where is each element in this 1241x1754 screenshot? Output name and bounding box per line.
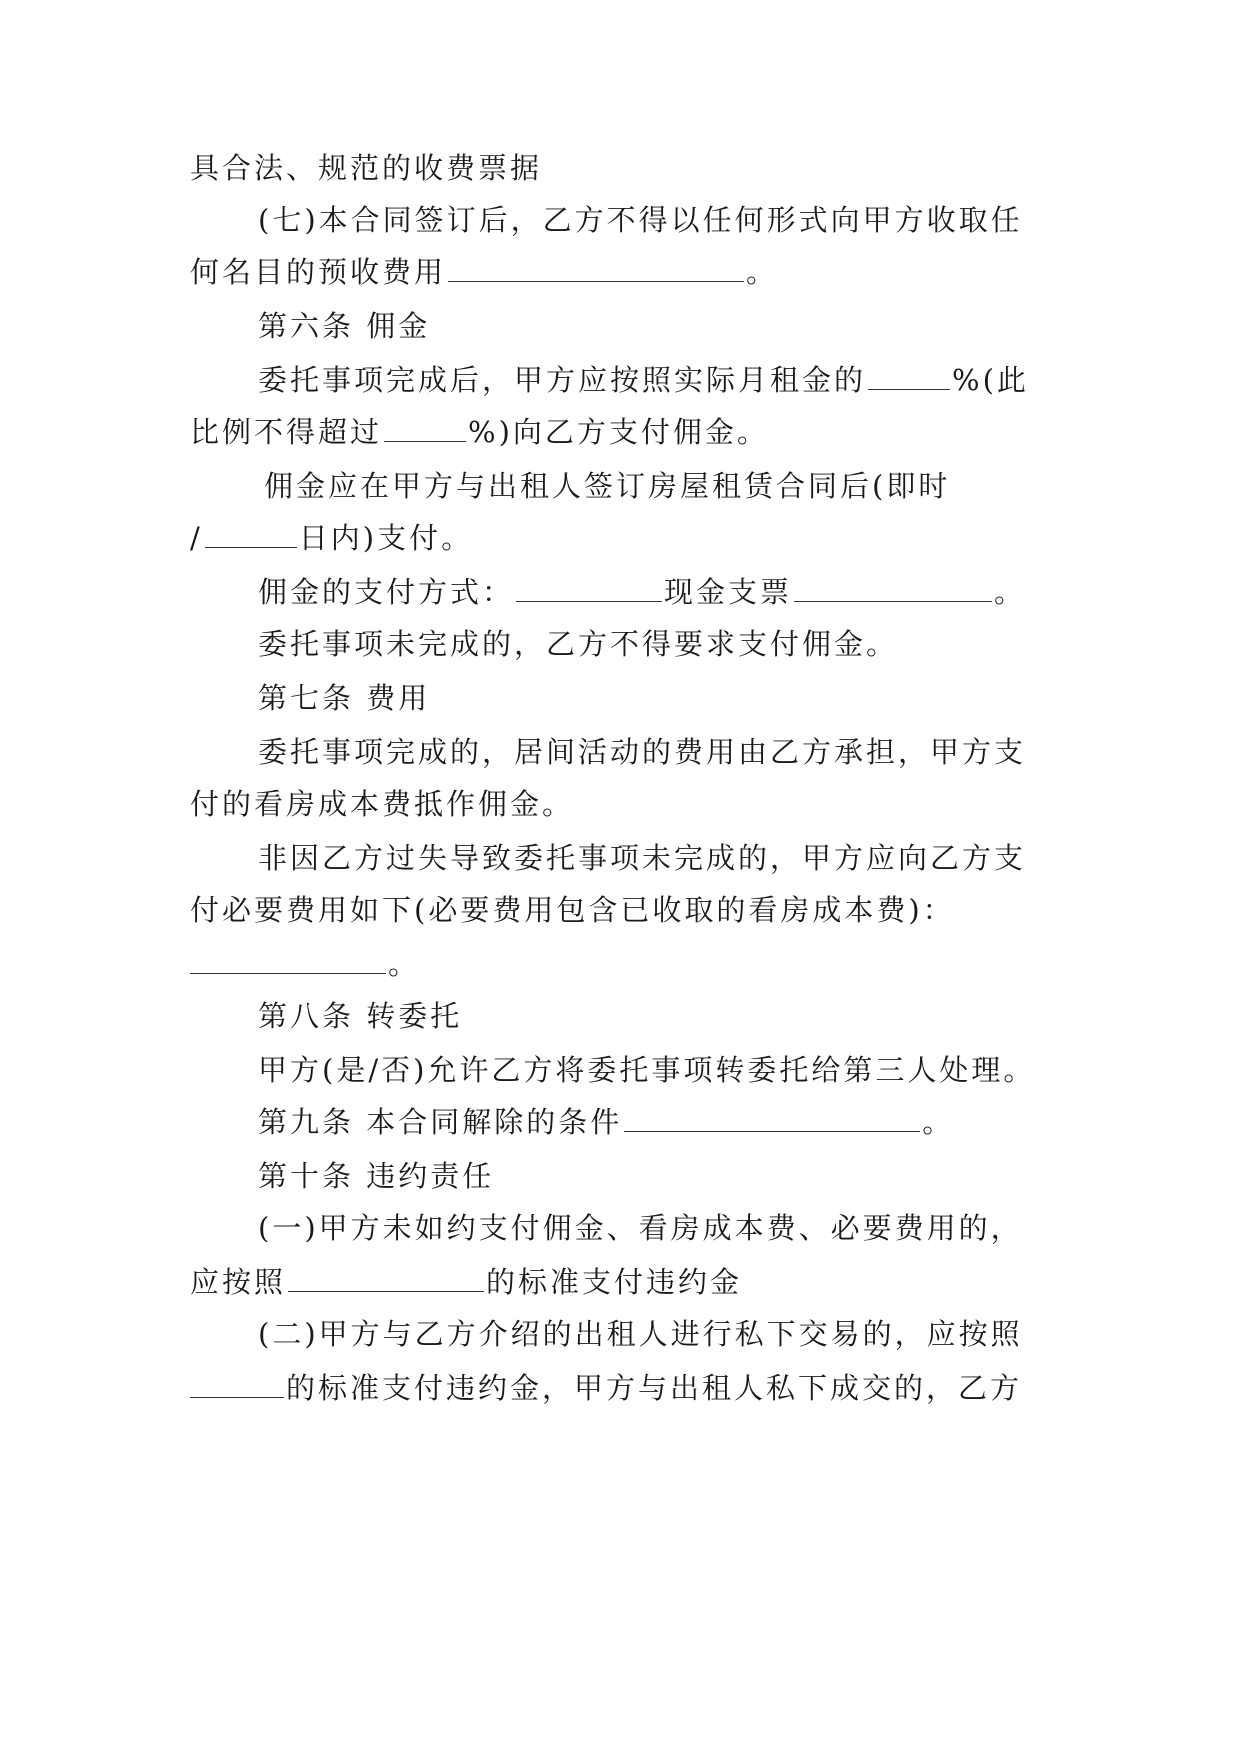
section-heading	[258, 1102, 954, 1142]
fill-in-blank[interactable]	[190, 1373, 284, 1398]
text-fragment: 委托事项完成的，居间活动的费用由乙方承担，甲方支	[258, 735, 1027, 769]
text-fragment: /	[190, 521, 203, 555]
text-fragment: 具合法、规范的收费票据	[190, 151, 543, 185]
section-heading	[258, 306, 430, 346]
text-fragment: 甲方(是/否)允许乙方将委托事项转委托给第三人处理。	[258, 1053, 1036, 1087]
text-line	[190, 412, 769, 452]
text-fragment: 第七条 费用	[258, 681, 431, 715]
text-fragment: 。	[746, 255, 779, 289]
text-line	[258, 1208, 1023, 1248]
fill-in-blank[interactable]	[624, 1107, 920, 1132]
text-fragment: 非因乙方过失导致委托事项未完成的，甲方应向乙方支	[258, 841, 1027, 875]
fill-in-blank[interactable]	[205, 523, 297, 548]
text-fragment: 第六条 佣金	[258, 309, 431, 343]
text-line	[258, 1050, 1035, 1090]
text-fragment: 何名目的预收费用	[190, 255, 447, 289]
text-line	[264, 466, 950, 506]
text-line	[258, 838, 1026, 878]
text-fragment: 应按照	[190, 1265, 287, 1299]
text-fragment: %(此	[952, 363, 1029, 397]
text-fragment: 。	[388, 947, 421, 981]
text-fragment: 第八条 转委托	[258, 999, 463, 1033]
fill-in-blank[interactable]	[868, 365, 950, 390]
section-heading	[258, 996, 462, 1036]
text-line	[258, 1314, 1023, 1354]
text-fragment: 日内)支付。	[298, 521, 474, 555]
text-line	[190, 784, 574, 824]
text-fragment: (七)本合同签订后，乙方不得以任何形式向甲方收取任	[258, 203, 1023, 237]
text-line	[190, 1262, 742, 1302]
text-line	[258, 200, 1023, 240]
fill-in-blank[interactable]	[288, 1267, 484, 1292]
fill-in-blank[interactable]	[384, 417, 466, 442]
text-line	[190, 1368, 1022, 1408]
section-heading	[258, 678, 430, 718]
text-fragment: 。	[922, 1105, 955, 1139]
text-fragment: 佣金的支付方式：	[258, 575, 515, 609]
text-fragment: %)向乙方支付佣金。	[468, 415, 769, 449]
text-fragment: (二)甲方与乙方介绍的出租人进行私下交易的，应按照	[258, 1317, 1023, 1351]
text-fragment: 第九条 本合同解除的条件	[258, 1105, 623, 1139]
text-fragment: 现金支票	[664, 575, 793, 609]
text-line	[190, 944, 420, 984]
text-fragment: 的标准支付违约金	[486, 1265, 743, 1299]
text-line	[190, 890, 955, 930]
fill-in-blank[interactable]	[794, 577, 992, 602]
text-line	[258, 624, 898, 664]
fill-in-blank[interactable]	[516, 577, 662, 602]
text-line	[258, 572, 1026, 612]
fill-in-blank[interactable]	[448, 257, 744, 282]
text-line	[258, 732, 1026, 772]
text-fragment: 第十条 违约责任	[258, 1159, 495, 1193]
text-line	[258, 360, 1029, 400]
text-fragment: 。	[994, 575, 1027, 609]
text-line	[190, 252, 778, 292]
text-fragment: 委托事项完成后，甲方应按照实际月租金的	[258, 363, 867, 397]
text-line	[190, 518, 473, 558]
text-fragment: 比例不得超过	[190, 415, 383, 449]
text-fragment: 委托事项未完成的，乙方不得要求支付佣金。	[258, 627, 899, 661]
text-fragment: (一)甲方未如约支付佣金、看房成本费、必要费用的，	[258, 1211, 1023, 1245]
text-fragment: 的标准支付违约金，甲方与出租人私下成交的，乙方	[286, 1371, 1023, 1405]
fill-in-blank[interactable]	[190, 949, 386, 974]
text-fragment: 付必要费用如下(必要费用包含已收取的看房成本费)：	[190, 893, 955, 927]
text-line	[190, 148, 542, 188]
text-fragment: 佣金应在甲方与出租人签订房屋租赁合同后(即时	[264, 469, 951, 503]
section-heading	[258, 1156, 494, 1196]
text-fragment: 付的看房成本费抵作佣金。	[190, 787, 575, 821]
